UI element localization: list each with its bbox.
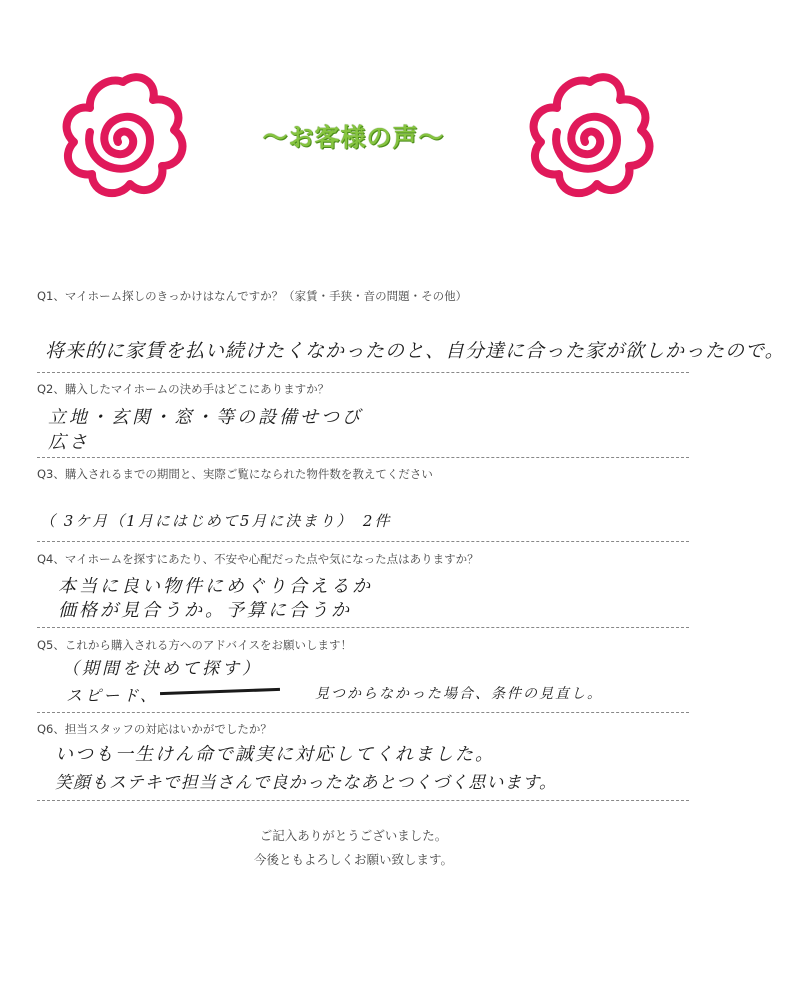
question-2: Q2、購入したマイホームの決め手はどこにありますか？ [37, 382, 330, 396]
question-1: Q1、マイホーム探しのきっかけはなんですか？（家賃・手狭・音の問題・その他） [37, 289, 468, 303]
question-3: Q3、購入されるまでの期間と、実際ご覧になられた物件数を教えてください [37, 467, 433, 481]
answer-2-line-1: 立地・玄関・窓・等の設備せつび [48, 407, 363, 428]
page-title: ～お客様の声～ [262, 123, 445, 152]
answer-2-line-2: 広さ [48, 432, 90, 453]
answer-6-line-2: 笑顔もステキで担当さんで良かったなあとつくづく思います。 [55, 773, 557, 793]
question-5: Q5、これから購入される方へのアドバイスをお願いします！ [37, 638, 353, 652]
answer-6-line-1: いつも一生けん命で誠実に対応してくれました。 [55, 744, 495, 765]
strikethrough-scribble [160, 688, 280, 695]
answer-3-line-1: （ 3ケ月（1月にはじめて5月に決まり） 2件 [40, 512, 392, 530]
divider [37, 627, 689, 628]
answer-5-line-1: （期間を決めて探す） [62, 659, 262, 679]
divider [37, 712, 689, 713]
question-6: Q6、担当スタッフの対応はいかがでしたか？ [37, 722, 272, 736]
answer-5-line-3: 見つからなかった場合、条件の見直し。 [315, 686, 603, 702]
divider [37, 457, 689, 458]
answer-1-line-1: 将来的に家賃を払い続けたくなかったのと、自分達に合った家が欲しかったので。 [45, 340, 785, 362]
footer-regards: 今後ともよろしくお願い致します。 [253, 852, 453, 867]
divider [37, 372, 689, 373]
answer-4-line-2: 価格が見合うか。予算に合うか [58, 600, 352, 621]
divider [37, 800, 689, 801]
footer-thanks: ご記入ありがとうございました。 [259, 828, 448, 843]
question-4: Q4、マイホームを探すにあたり、不安や心配だった点や気になった点はありますか？ [37, 552, 479, 566]
divider [37, 541, 689, 542]
answer-5-line-2: スピード、 [66, 686, 159, 705]
answer-4-line-1: 本当に良い物件にめぐり合えるか [58, 576, 373, 597]
